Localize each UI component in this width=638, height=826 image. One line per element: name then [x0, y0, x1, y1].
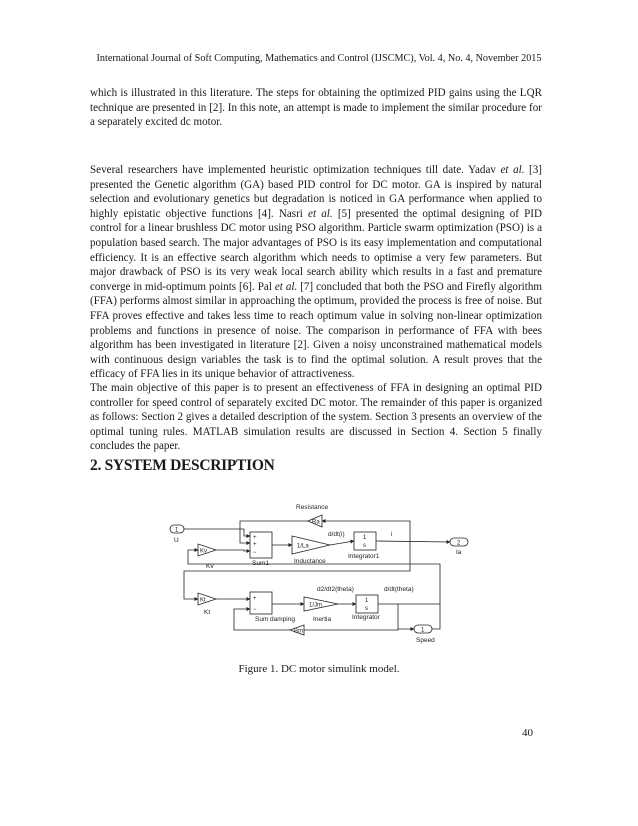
label-inductance: Inductance	[294, 558, 326, 565]
label-kt: Kt	[204, 609, 211, 616]
label-minus-1: −	[253, 550, 257, 556]
text-run: [3] presented the Genetic algorithm (GA) based PID control for DC motor. GA is inspired by natural selection and evolutionary genetics but degradation is noticed in GA performance when applied to highly epistatic objective functions [4]. Nasri	[90, 164, 542, 220]
label-sum: Sum	[255, 616, 269, 623]
label-kt-gain: Kt	[200, 597, 206, 604]
paragraph-related-work	[90, 163, 542, 382]
label-dtheta-dt: d/dt(theta)	[384, 586, 414, 593]
page-number: 40	[522, 727, 533, 739]
label-inertia: Inertia	[313, 616, 332, 623]
label-u-port-number: 1	[175, 527, 179, 534]
label-d2-dt2-theta: d2/dt2(theta)	[317, 586, 354, 593]
paragraph-objective: The main objective of this paper is to present an effectiveness of FFA in designing an optimal PID controller for speed control of separately excited DC motor. The remainder of this paper is organized as follows: Section 2 gives a detailed description of the system. Section 3 presents an overview of the optimal tuning rules. MATLAB simulation results are discussed in Section 4. Section 5 finally concludes the paper.	[90, 382, 542, 453]
label-plus-3: +	[253, 596, 257, 602]
label-integrator: Integrator	[352, 614, 380, 621]
label-damping: damping	[270, 616, 295, 623]
label-integrator-num: 1	[365, 598, 369, 604]
label-ra: Ra	[312, 519, 320, 526]
label-kv: Kv	[206, 563, 214, 570]
label-i: i	[391, 531, 393, 538]
label-sum1: Sum1	[252, 560, 269, 567]
text-run: Several researchers have implemented heuristic optimization techniques till date. Yadav	[90, 164, 501, 176]
italic-run: et al.	[500, 164, 525, 176]
italic-run: et al.	[308, 207, 333, 220]
label-speed-port-number: 1	[421, 627, 425, 634]
figure-caption: Figure 1. DC motor simulink model.	[238, 663, 400, 675]
section-heading: 2. SYSTEM DESCRIPTION	[90, 457, 275, 474]
label-speed: Speed	[416, 637, 435, 644]
label-plus-2: +	[253, 542, 257, 548]
label-minus-2: −	[253, 607, 257, 613]
label-ia: Ia	[456, 549, 462, 556]
paragraph-intro-continuation: which is illustrated in this literature. The steps for obtaining the optimized PID gains using the LQR technique are presented in [2]. In this note, an attempt is made to implement the similar procedure for a separately excited dc motor.	[90, 87, 542, 129]
journal-header: International Journal of Soft Computing, Mathematics and Control (IJSCMC), Vol. 4, No. 4, November 2015	[96, 53, 542, 64]
label-integrator1: Integrator1	[348, 553, 380, 560]
label-ia-port-number: 2	[457, 540, 461, 547]
italic-run: et al.	[274, 280, 298, 293]
text-run: [7] concluded that both the PSO and Firefly algorithm (FFA) performs almost similar in approaching the optimum, provided the process is free of noise. But FFA proves effective and takes less time to reach optimum value in solving non-linear optimization problems and functions in presence of noise. The comparison in performance of FFA with bees algorithm has been investigated in literature [2]. Given a noisy unconstrained mathematical models with continuous design variables the task is to find the optimal solution. A result proves that the efficacy of FFA lies in its unique behavior of attractiveness.	[90, 280, 542, 381]
label-integrator1-num: 1	[363, 535, 367, 541]
text-run: [5] presented the optimal designing of PID control for a linear brushless DC motor using PSO algorithm. Particle swarm optimization (PSO) is a population based search. The major advantages of PSO is its easy implementation and computational efficiency. It is an effective search algorithm which needs to optimise a very few parameters. But major drawback of PSO is its very weak local search ability which results in a fast and premature converge in mid-optimum points [6]. Pal	[90, 207, 542, 293]
label-resistance: Resistance	[296, 504, 329, 511]
dc-motor-simulink-diagram	[160, 492, 480, 647]
label-u: U	[174, 537, 179, 544]
label-bm: Bm	[294, 628, 303, 635]
label-di-dt: d/dt(i)	[328, 531, 345, 538]
label-integrator1-den: s	[363, 543, 366, 549]
label-plus-1: +	[253, 535, 257, 541]
label-kv-gain: Kv	[200, 548, 208, 555]
label-la-gain: 1/La	[297, 543, 309, 550]
label-integrator-den: s	[365, 606, 368, 612]
label-jm-gain: 1/Jm	[309, 602, 323, 609]
